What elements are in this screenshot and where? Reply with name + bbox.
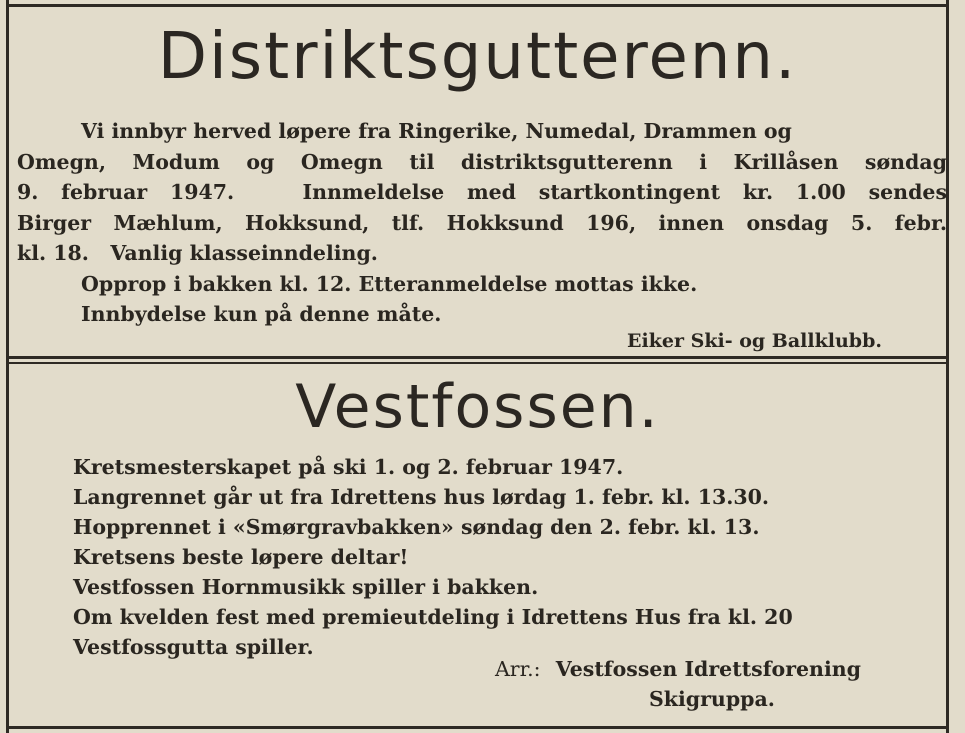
- ad1-line-2: Omegn, Modum og Omegn til distriktsgutterenn i Krillåsen søndag: [17, 149, 947, 174]
- ad2-line-1: Kretsmesterskapet på ski 1. og 2. februar 1947.: [73, 455, 624, 479]
- right-border: [946, 0, 949, 733]
- ad1-line-3: 9. februar 1947. Innmeldelse med startkontingent kr. 1.00 sendes: [17, 180, 947, 204]
- top-rule: [6, 4, 949, 7]
- divider-rule-lower: [6, 362, 949, 364]
- ad1-title: Distriktsgutterenn.: [157, 20, 798, 94]
- ad2-title: Vestfossen.: [295, 372, 660, 442]
- ad1-signature: Eiker Ski- og Ballklubb.: [627, 330, 882, 352]
- ad2-line-4: Kretsens beste løpere deltar!: [73, 545, 409, 569]
- ad1-line-7: Innbydelse kun på denne måte.: [81, 302, 442, 326]
- ad2-line-6: Om kvelden fest med premieutdeling i Idrettens Hus fra kl. 20: [73, 605, 793, 629]
- ad1-line-1: Vi innbyr herved løpere fra Ringerike, Numedal, Drammen og: [81, 119, 792, 143]
- ad1-line-5: kl. 18. Vanlig klasseinndeling.: [17, 241, 378, 265]
- ad-distriktsgutterenn: [9, 8, 947, 352]
- ad2-signature-line2: Skigruppa.: [649, 687, 775, 711]
- ad-vestfossen: [9, 366, 946, 711]
- ad2-signature-prefix: Arr.:: [495, 657, 541, 681]
- ad2-line-2: Langrennet går ut fra Idrettens hus lørdag 1. febr. kl. 13.30.: [73, 485, 770, 509]
- ad2-line-3: Hopprennet i «Smørgravbakken» søndag den 2. febr. kl. 13.: [73, 515, 760, 539]
- ad2-body: [73, 452, 943, 662]
- ad2-signature: [495, 654, 861, 684]
- ad2-line-7: Vestfossgutta spiller.: [73, 635, 314, 659]
- ad2-line-5: Vestfossen Hornmusikk spiller i bakken.: [73, 575, 539, 599]
- bottom-rule: [6, 726, 949, 729]
- ad1-line-6: Opprop i bakken kl. 12. Etteranmeldelse mottas ikke.: [81, 271, 698, 296]
- ad1-line-4: Birger Mæhlum, Hokksund, tlf. Hokksund 196, innen onsdag 5. febr.: [17, 210, 947, 235]
- ad2-signature-line1: Vestfossen Idrettsforening: [555, 657, 861, 681]
- ad1-body: [17, 116, 947, 330]
